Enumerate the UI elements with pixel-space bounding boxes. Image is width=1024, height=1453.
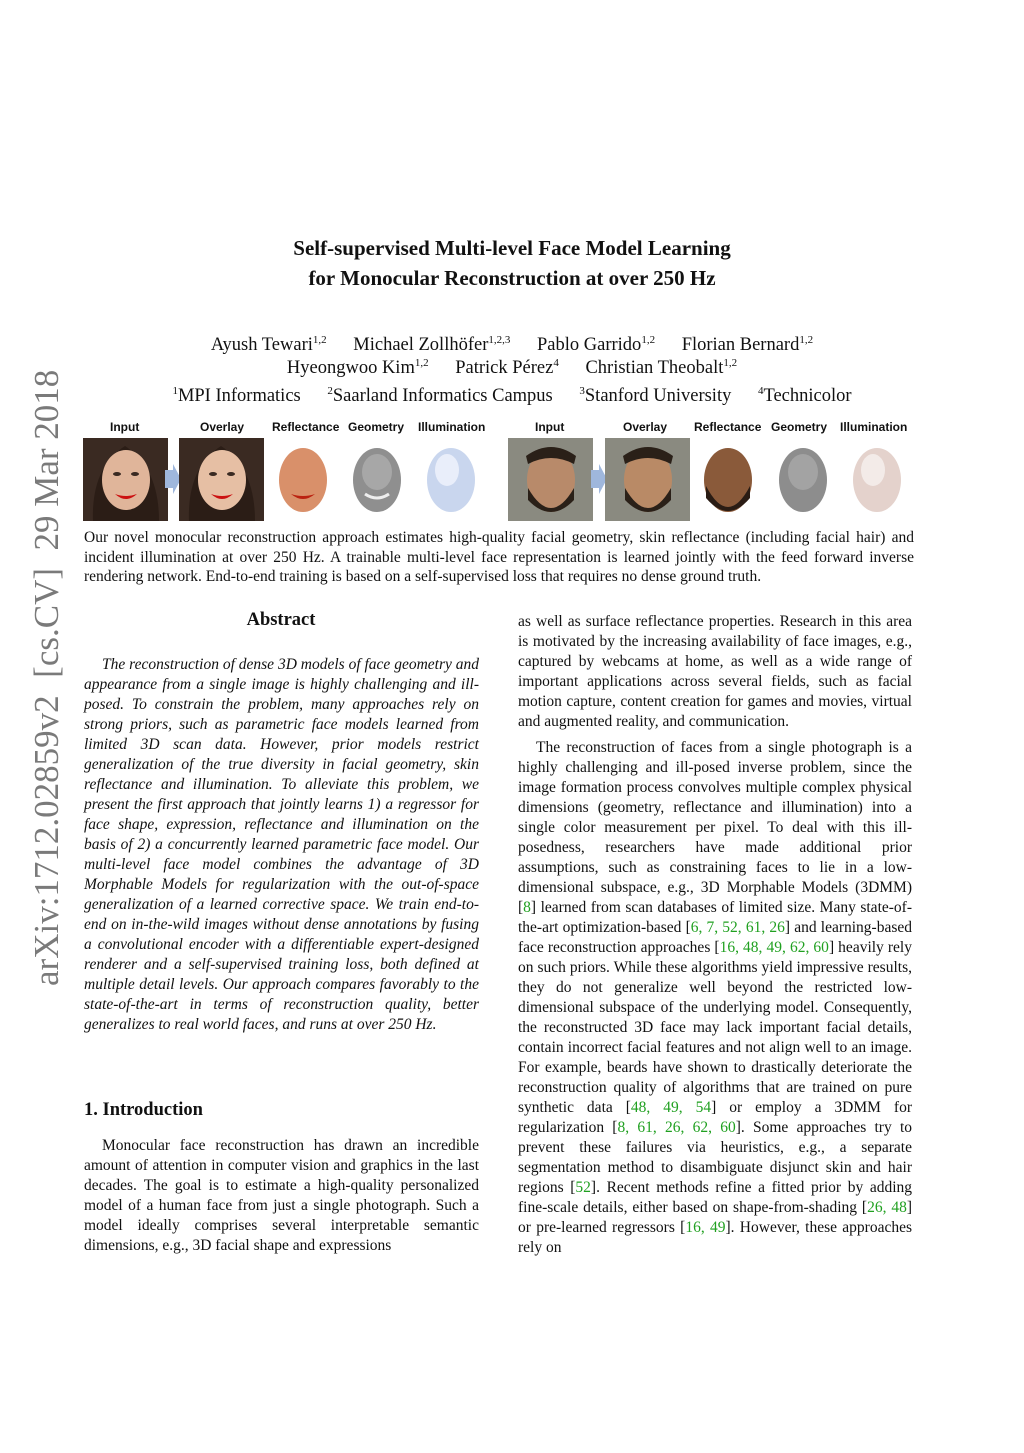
teaser-figure — [83, 420, 919, 520]
affiliations — [0, 385, 1024, 407]
citation-link[interactable]: 48, 49, 54 — [630, 1099, 712, 1116]
affiliation: $^2$Saarland Informatics Campus — [327, 385, 553, 406]
citation-link[interactable]: 8, 61, 26, 62, 60 — [617, 1119, 736, 1136]
label-geometry: Geometry — [771, 420, 828, 434]
illumination-man — [847, 438, 907, 521]
label-input: Input — [110, 420, 140, 434]
label-illumination: Illumination — [418, 420, 486, 434]
intro-paragraph-1: Monocular face reconstruction has drawn an incredible amount of attention in computer vision and graphics in the last decades. The goal is to estimate a high-quality personalized model of a human face from just a single photograph. Such a model ideally comprises several interpretable semantic dimensions, e.g., 3D facial shape and expressions — [84, 1137, 479, 1254]
paper-title-line-2: for Monocular Reconstruction at over 250 Hz — [308, 266, 716, 290]
overlay-photo-man — [605, 438, 690, 521]
author: Florian Bernard$^{1,2}$ — [681, 334, 814, 355]
right-paragraph-2: The reconstruction of faces from a single photograph is a highly challenging and ill-posed inverse problem, since the image formation process convolves multiple complex physical dimensions (geometry, reflectance and illumination) into a single color measurement per pixel. To deal with this ill-posedness, researchers have made additional prior assumptions, such as constraining faces to lie in a low-dimensional subspace, e.g., 3D Morphable Models (3DMM) [8] learned from scan databases of limited size. Many state-of-the-art optimization-based [6, 7, 52, 61, 26] and learning-based face reconstruction approaches [16, 48, 49, 62, 60] heavily rely on such priors. While these algorithms yield impressive results, they do not generalize well beyond the restricted low-dimensional subspace of the underlying model. Consequently, the reconstructed 3D face may lack important facial details, contain incorrect facial features and not align well to an image. For example, beards have shown to drastically deteriorate the reconstruction quality of algorithms that are trained on pure synthetic data [48, 49, 54] or employ a 3DMM for regularization [8, 61, 26, 62, 60]. Some approaches try to prevent these failures via heuristics, e.g., a separate segmentation method to disambiguate disjunct skin and hair regions [52]. Recent methods refine a fitted prior by adding fine-scale details, either based on shape-from-shading [26, 48] or pre-learned regressors [16, 49]. However, these approaches rely on — [518, 739, 913, 1256]
illumination-woman — [421, 438, 481, 521]
author: Pablo Garrido$^{1,2}$ — [537, 334, 656, 355]
label-overlay: Overlay — [200, 420, 245, 434]
author: Christian Theobalt$^{1,2}$ — [585, 357, 738, 378]
label-overlay: Overlay — [623, 420, 668, 434]
right-paragraph-1: as well as surface reflectance properties. Research in this area is motivated by the increasing availability of face images, e.g., captured by webcams at home, as well as a wide range of important applications across several fields, such as facial motion capture, content creation for games and movies, virtual and augmented reality, and communication. — [518, 613, 912, 730]
intro-column-right — [518, 612, 912, 1258]
citation-link[interactable]: 16, 49 — [685, 1219, 726, 1236]
reflectance-woman — [273, 438, 333, 521]
paper-title-line-1: Self-supervised Multi-level Face Model Learning — [293, 236, 731, 260]
citation-link[interactable]: 16, 48, 49, 62, 60 — [719, 939, 829, 956]
input-photo-man — [508, 438, 593, 521]
abstract-text: The reconstruction of dense 3D models of face geometry and appearance from a single image is highly challenging and ill-posed. To constrain the problem, many approaches rely on strong priors, such as parametric face models learned from limited 3D scan data. However, prior models restrict generalization of the true diversity in facial geometry, skin reflectance and illumination. To alleviate this problem, we present the first approach that jointly learns 1) a regressor for face shape, expression, reflectance and illumination on the basis of 2) a concurrently learned parametric face model. Our multi-level face model combines the advantage of 3D Morphable Models for regularization with the out-of-space generalization of a learned corrective space. We train end-to-end on in-the-wild images without dense annotations by fusing a convolutional encoder with a differentiable expert-designed renderer and a self-supervised training loss, both defined at multiple detail levels. Our approach compares favorably to the state-of-the-art in terms of reconstruction quality, better generalizes to real world faces, and runs at over 250 Hz. — [84, 656, 479, 1033]
intro-heading: 1. Introduction — [84, 1100, 203, 1120]
authors-row-2 — [0, 357, 1024, 379]
figure-caption: Our novel monocular reconstruction approach estimates high-quality facial geometry, skin reflectance (including facial hair) and incident illumination at over 250 Hz. A trainable multi-level face representation is learned jointly with the feed forward inverse rendering network. End-to-end training is based on a self-supervised loss that requires no dense ground truth. — [84, 529, 914, 585]
abstract-heading: Abstract — [246, 610, 316, 630]
author: Hyeongwoo Kim$^{1,2}$ — [286, 357, 429, 378]
overlay-photo-woman — [179, 438, 264, 521]
arxiv-stamp-text: arXiv:1712.02859v2 [cs.CV] 29 Mar 2018 — [28, 369, 64, 986]
citation-link[interactable]: 52 — [575, 1179, 591, 1196]
affiliation: $^1$MPI Informatics — [172, 385, 301, 406]
affiliation: $^4$Technicolor — [757, 385, 852, 406]
intro-column-left — [84, 1136, 479, 1256]
label-input: Input — [535, 420, 565, 434]
author: Michael Zollhöfer$^{1,2,3}$ — [353, 334, 511, 355]
author: Patrick Pérez$^4$ — [455, 357, 559, 378]
arxiv-stamp — [28, 0, 64, 1448]
label-geometry: Geometry — [348, 420, 405, 434]
input-photo-woman — [83, 438, 168, 521]
citation-link[interactable]: 8 — [523, 899, 531, 916]
affiliation: $^3$Stanford University — [579, 385, 732, 406]
abstract-body — [84, 655, 479, 1035]
citation-link[interactable]: 26, 48 — [867, 1199, 907, 1216]
label-reflectance: Reflectance — [272, 420, 340, 434]
authors-row-1 — [0, 334, 1024, 356]
label-illumination: Illumination — [840, 420, 908, 434]
citation-link[interactable]: 6, 7, 52, 61, 26 — [690, 919, 785, 936]
reflectance-man — [698, 438, 758, 521]
geometry-man — [773, 438, 833, 521]
author: Ayush Tewari$^{1,2}$ — [210, 334, 327, 355]
label-reflectance: Reflectance — [694, 420, 762, 434]
geometry-woman — [347, 438, 407, 521]
